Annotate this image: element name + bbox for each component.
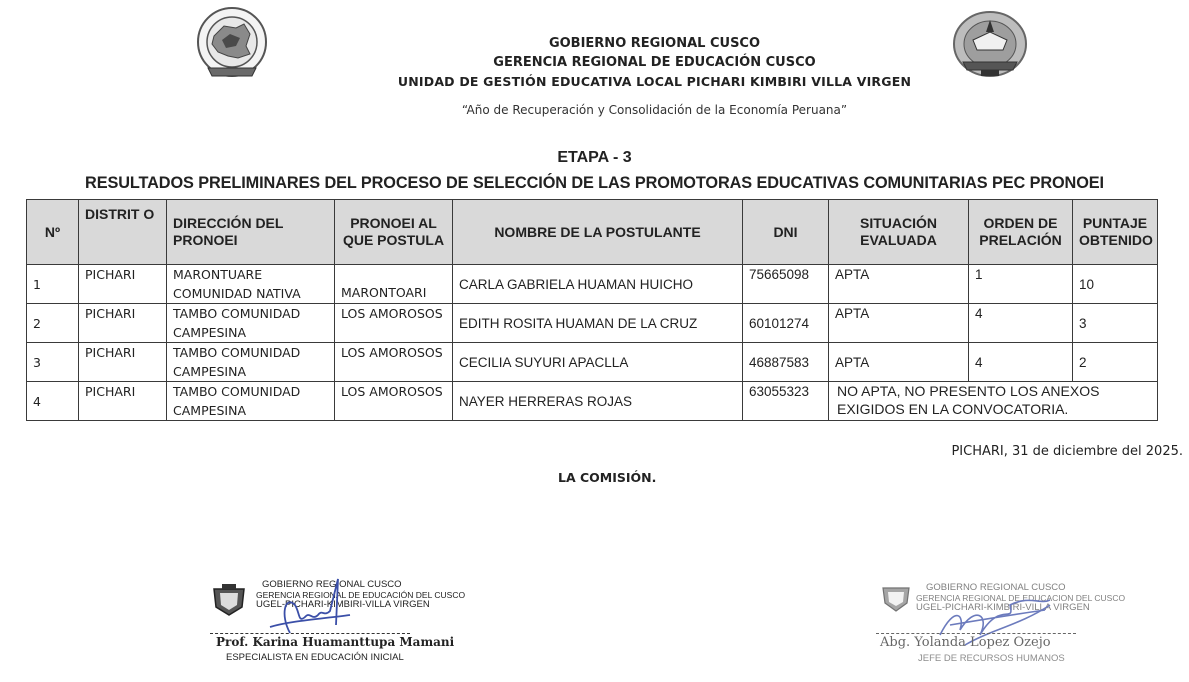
stamp-line: UGEL-PICHARI-KIMBIRI-VILLA VIRGEN xyxy=(256,599,430,610)
cell-distrito: PICHARI xyxy=(79,265,167,304)
cell-situacion-merged: NO APTA, NO PRESENTO LOS ANEXOS EXIGIDOS EN LA CONVOCATORIA. xyxy=(829,382,1158,421)
col-header-distrito: DISTRIT O xyxy=(79,200,167,265)
cell-distrito: PICHARI xyxy=(79,343,167,382)
peru-coat-of-arms-icon xyxy=(210,583,248,617)
commission-label: LA COMISIÓN. xyxy=(558,470,657,485)
stamp-line: UGEL-PICHARI-KIMBIRI-VILLA VIRGEN xyxy=(916,602,1090,613)
table-row xyxy=(27,304,1158,343)
cell-orden: 1 xyxy=(969,265,1073,304)
signature-line xyxy=(210,633,410,634)
cell-nombre: CARLA GABRIELA HUAMAN HUICHO xyxy=(453,265,743,304)
document-date: PICHARI, 31 de diciembre del 2025. xyxy=(951,444,1183,459)
year-motto: “Año de Recuperación y Consolidación de la Economía Peruana” xyxy=(461,103,848,117)
table-row xyxy=(27,265,1158,304)
cell-n: 1 xyxy=(27,265,79,304)
cell-dni: 75665098 xyxy=(743,265,829,304)
col-header-puntaje: PUNTAJE OBTENIDO xyxy=(1073,200,1158,265)
col-header-situacion: SITUACIÓN EVALUADA xyxy=(829,200,969,265)
stamp-line: GERENCIA REGIONAL DE EDUCACION DEL CUSCO xyxy=(916,593,1126,603)
peru-coat-of-arms-icon xyxy=(880,583,912,613)
signer-name: Prof. Karina Huamanttupa Mamani xyxy=(216,635,455,649)
cell-puntaje: 10 xyxy=(1073,265,1158,304)
cell-pronoei: LOS AMOROSOS xyxy=(335,382,453,421)
cell-dni: 63055323 xyxy=(743,382,829,421)
cell-orden: 4 xyxy=(969,304,1073,343)
table-row xyxy=(27,343,1158,382)
header-line-1: GOBIERNO REGIONAL CUSCO xyxy=(548,36,761,51)
stamp-line: GERENCIA REGIONAL DE EDUCACIÓN DEL CUSCO xyxy=(256,590,466,600)
cell-nombre: EDITH ROSITA HUAMAN DE LA CRUZ xyxy=(453,304,743,343)
cell-direccion: TAMBO COMUNIDAD CAMPESINA xyxy=(167,304,335,343)
cell-puntaje: 3 xyxy=(1073,304,1158,343)
stamp-line: GOBIERNO REGIONAL CUSCO xyxy=(926,582,1066,593)
cell-orden: 4 xyxy=(969,343,1073,382)
signature-line xyxy=(876,633,1076,634)
signer-role: ESPECIALISTA EN EDUCACIÓN INICIAL xyxy=(226,652,404,663)
col-header-n: Nº xyxy=(27,200,79,265)
cell-situacion: APTA xyxy=(829,265,969,304)
results-table xyxy=(26,199,1158,421)
cell-dni: 60101274 xyxy=(743,304,829,343)
cell-situacion: APTA xyxy=(829,304,969,343)
cell-direccion: MARONTUARE COMUNIDAD NATIVA xyxy=(167,265,335,304)
table-row xyxy=(27,382,1158,421)
signature-block-1 xyxy=(200,575,466,670)
cell-pronoei: LOS AMOROSOS xyxy=(335,343,453,382)
stamp-line: GOBIERNO REGIONAL CUSCO xyxy=(262,579,402,590)
col-header-dni: DNI xyxy=(743,200,829,265)
cell-distrito: PICHARI xyxy=(79,382,167,421)
col-header-pronoei: PRONOEI AL QUE POSTULA xyxy=(335,200,453,265)
handwritten-signature-1 xyxy=(250,575,360,637)
stage-heading: ETAPA - 3 xyxy=(557,149,632,166)
table-header-row xyxy=(27,200,1158,265)
cell-direccion: TAMBO COMUNIDAD CAMPESINA xyxy=(167,343,335,382)
cell-n: 4 xyxy=(27,382,79,421)
cell-dni: 46887583 xyxy=(743,343,829,382)
col-header-direccion: DIRECCIÓN DEL PRONOEI xyxy=(167,200,335,265)
header-line-2: GERENCIA REGIONAL DE EDUCACIÓN CUSCO xyxy=(493,55,816,70)
cell-n: 3 xyxy=(27,343,79,382)
cell-situacion: APTA xyxy=(829,343,969,382)
cell-pronoei: MARONTOARI xyxy=(335,265,453,304)
cell-nombre: NAYER HERRERAS ROJAS xyxy=(453,382,743,421)
document-title: RESULTADOS PRELIMINARES DEL PROCESO DE SELECCIÓN DE LAS PROMOTORAS EDUCATIVAS COMUNITARIAS PEC PRONOEI xyxy=(85,174,1104,192)
cell-pronoei: LOS AMOROSOS xyxy=(335,304,453,343)
cell-direccion: TAMBO COMUNIDAD CAMPESINA xyxy=(167,382,335,421)
col-header-orden: ORDEN DE PRELACIÓN xyxy=(969,200,1073,265)
col-header-nombre: NOMBRE DE LA POSTULANTE xyxy=(453,200,743,265)
cell-nombre: CECILIA SUYURI APACLLA xyxy=(453,343,743,382)
signer-name: Abg. Yolanda Lopez Ozejo xyxy=(880,635,1051,650)
signature-block-2 xyxy=(870,575,1126,670)
signer-role: JEFE DE RECURSOS HUMANOS xyxy=(918,653,1065,664)
cell-distrito: PICHARI xyxy=(79,304,167,343)
cell-n: 2 xyxy=(27,304,79,343)
header-line-3: UNIDAD DE GESTIÓN EDUCATIVA LOCAL PICHARI KIMBIRI VILLA VIRGEN xyxy=(397,74,912,89)
cell-puntaje: 2 xyxy=(1073,343,1158,382)
